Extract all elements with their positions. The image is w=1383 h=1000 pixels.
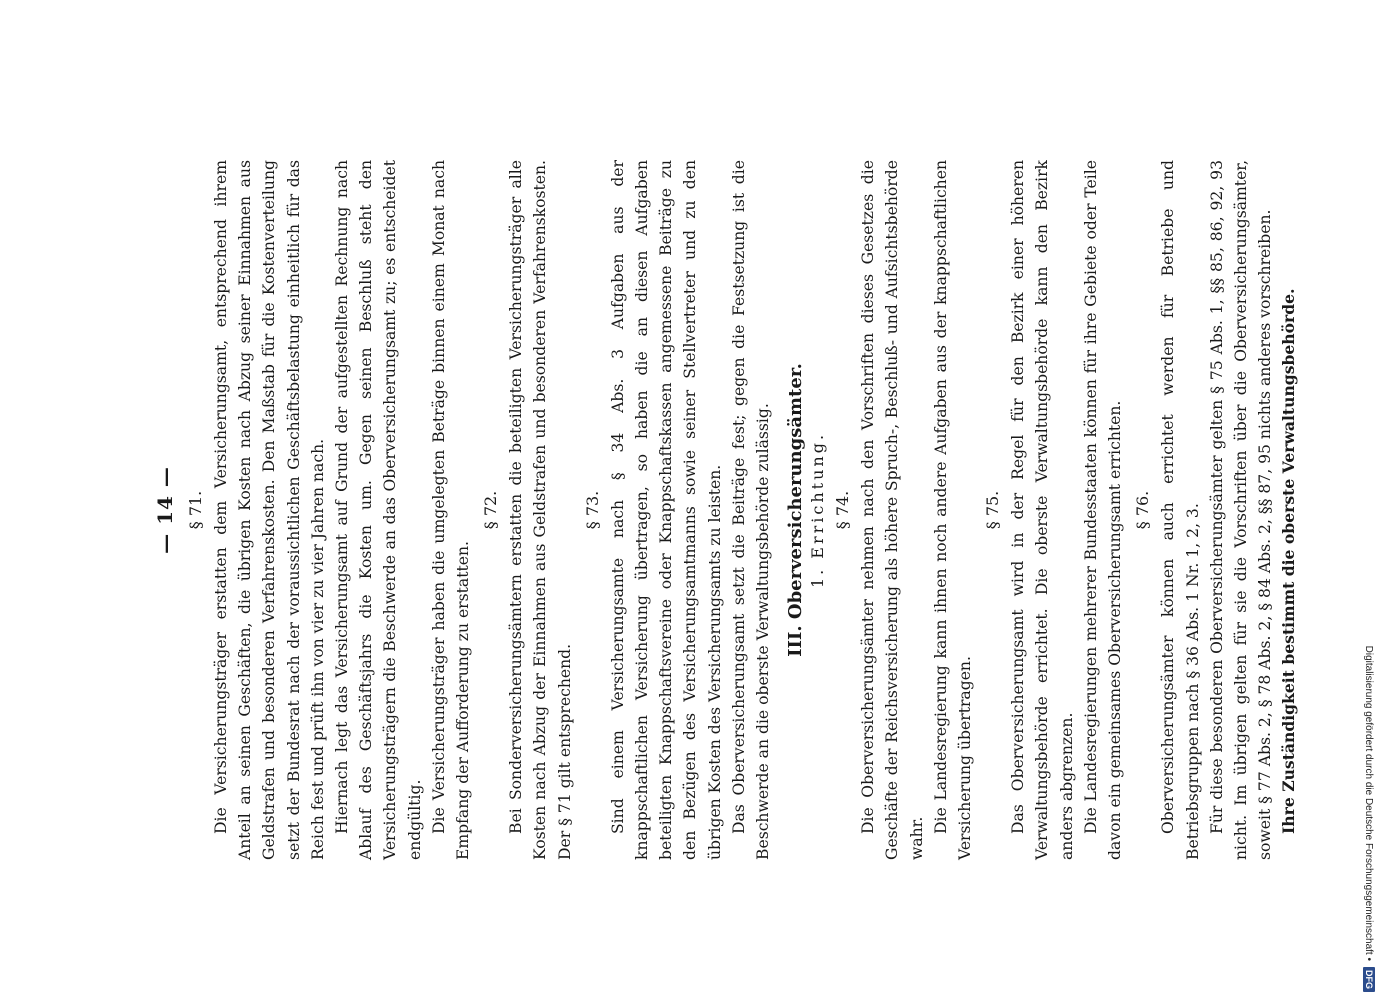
section-71-para-2: Hiernach legt das Versicherungsamt auf Grund der aufgestellten Rechnung nach Ablauf des Geschäftsjahrs die Kosten um. Gegen seinen Beschluß steht den Versicherungsträgern die Beschwerde an das Oberversicherungsamt zu; es entscheidet endgültig. xyxy=(333,160,424,860)
section-71-para-1: Die Versicherungsträger erstatten dem Versicherungsamt, entsprechend ihrem Anteil an seinen Geschäften, die übrigen Kosten nach Abzug seiner Einnahmen aus Geldstrafen und besonderen Verfahrenskosten. Den Maßstab für die Kostenverteilung setzt der Bundesrat nach der voraussichtlichen Geschäftsbelastung einheitlich für das Reich fest und prüft ihn von vier zu vier Jahren nach. xyxy=(212,160,327,860)
part-3-title: III. Oberversicherungsämter. xyxy=(785,363,807,657)
section-74-para-1: Die Oberversicherungsämter nehmen nach den Vorschriften dieses Gesetzes die Geschäfte der Reichsversicherung als höhere Spruch-, Beschluß- und Aufsichtsbehörde wahr. xyxy=(859,160,926,860)
section-72-para-1: Bei Sonderversicherungsämtern erstatten die beteiligten Versicherungsträger alle Kosten nach Abzug der Einnahmen aus Geldstrafen und besonderen Verfahrenskosten. Der § 71 gilt entsprechend. xyxy=(507,160,574,860)
section-75-sign: § 75. xyxy=(983,490,1003,530)
attribution-strip xyxy=(1359,8,1379,992)
subsection-1-title: 1. Errichtung. xyxy=(808,431,828,589)
section-71-para-3: Die Versicherungsträger haben die umgelegten Beträge binnen einem Monat nach Empfang der Aufforderung zu erstatten. xyxy=(429,160,473,860)
section-73-sign: § 73. xyxy=(582,490,602,530)
section-76-sign: § 76. xyxy=(1133,490,1153,530)
section-76-para-2: Für diese besonderen Oberversicherungsämter gelten § 75 Abs. 1, §§ 85, 86, 92, 93 nicht. Im übrigen gelten für sie die Vorschriften über die Oberversicherungsämter, soweit § 77 Abs. 2, § 78 Abs. 2, § 84 Abs. 2, §§ 87, 95 nichts anderes vorschreiben. xyxy=(1207,160,1275,860)
section-74-para-2: Die Landesregierung kann ihnen noch andere Aufgaben aus der knappschaftlichen Versicherung übertragen. xyxy=(931,160,975,860)
section-76-para-3: Ihre Zuständigkeit bestimmt die oberste Verwaltungsbehörde. xyxy=(1279,288,1299,834)
page-rotated xyxy=(150,160,1299,860)
section-74-sign: § 74. xyxy=(833,490,853,530)
page-body xyxy=(150,160,1299,860)
section-73-para-2: Das Oberversicherungsamt setzt die Beiträge fest; gegen die Festsetzung ist die Beschwerde an die oberste Verwaltungsbehörde zulässig. xyxy=(729,160,773,860)
section-73-para-1: Sind einem Versicherungsamte nach § 34 Abs. 3 Aufgaben aus der knappschaftlichen Versicherung übertragen, so haben die an diesen Aufgaben beteiligten Knappschaftsvereine oder Knappschaftskassen angemessene Beiträge zu den Bezügen des Versicherungsamtmanns sowie seiner Stellvertreter und zu den übrigen Kosten des Versicherungsamts zu leisten. xyxy=(608,160,724,860)
section-76-para-1: Oberversicherungsämter können auch errichtet werden für Betriebe und Betriebsgruppen nach § 36 Abs. 1 Nr. 1, 2, 3. xyxy=(1159,160,1202,860)
attribution-text: Digitalisierung gefördert durch die Deutsche Forschungsgemeinschaft • xyxy=(1363,645,1375,961)
section-71-sign: § 71. xyxy=(186,490,205,530)
section-75-para-1: Das Oberversicherungsamt wird in der Regel für den Bezirk einer höheren Verwaltungsbehörde errichtet. Die oberste Verwaltungsbehörde kann den Bezirk anders abgrenzen. xyxy=(1009,160,1076,860)
section-72-sign: § 72. xyxy=(481,490,501,530)
dfg-logo: DFG xyxy=(1363,967,1375,992)
running-head: — 14 — xyxy=(153,466,177,554)
rotated-page-frame xyxy=(150,160,1299,860)
section-75-para-2: Die Landesregierungen mehrerer Bundesstaaten können für ihre Gebiete oder Teile davon ein gemeinsames Oberversicherungsamt errichten. xyxy=(1081,160,1125,860)
